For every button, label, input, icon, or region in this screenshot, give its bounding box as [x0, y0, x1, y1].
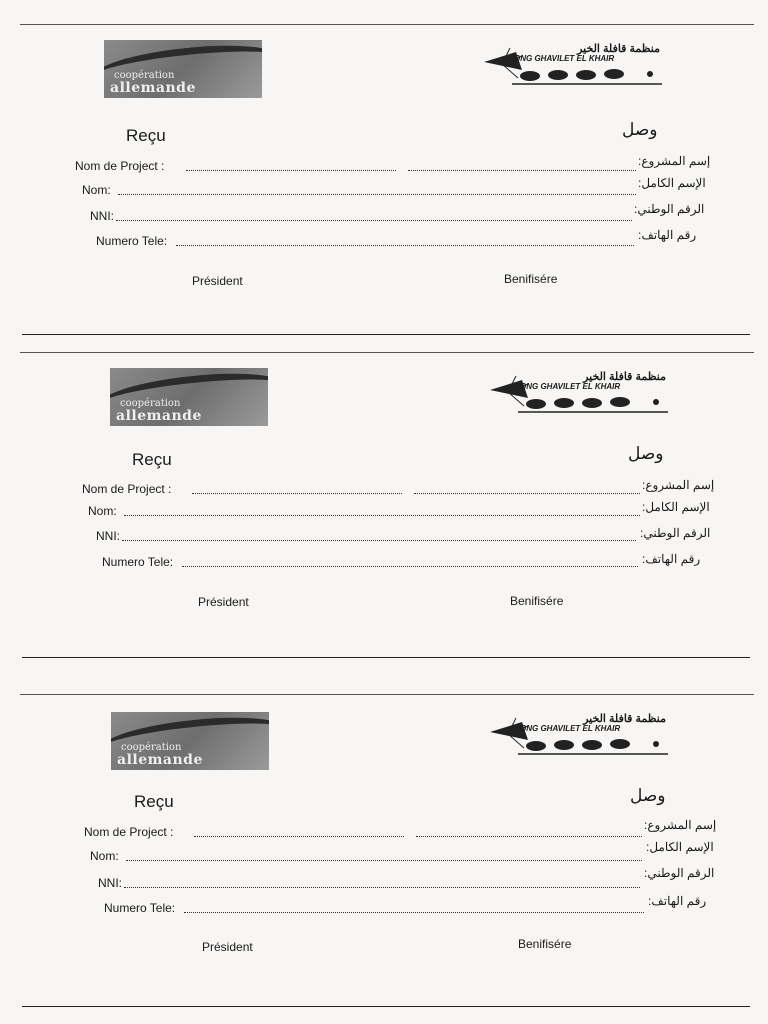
- logo-right-latin: ONG GHAVILET EL KHAIR: [520, 382, 621, 391]
- logo-left-line1: coopération: [120, 398, 181, 409]
- title-wasl: وصل: [628, 444, 664, 463]
- ong-ghavilet-logo: [488, 712, 678, 756]
- logo-right-arabic: منظمة قافلة الخير: [583, 371, 666, 383]
- top-rule: [20, 352, 754, 353]
- field-project-line-fr[interactable]: [186, 170, 396, 171]
- field-project-label-ar: إسم المشروع:: [638, 154, 711, 168]
- field-nni-label-ar: الرقم الوطني:: [634, 202, 705, 216]
- field-tele-label: Numero Tele:: [104, 901, 176, 915]
- field-tele-label-ar: رقم الهاتف:: [648, 894, 707, 908]
- field-nni-label-ar: الرقم الوطني:: [644, 866, 715, 880]
- logo-right-latin: ONG GHAVILET EL KHAIR: [520, 724, 621, 733]
- logo-left-line1: coopération: [121, 742, 182, 753]
- cooperation-allemande-logo: [104, 40, 262, 98]
- field-nni-line[interactable]: [124, 887, 640, 888]
- logo-left-line2: allemande: [116, 408, 202, 424]
- field-nom-label: Nom:: [90, 849, 119, 863]
- field-project-label: Nom de Project :: [84, 825, 174, 839]
- signature-president: Président: [198, 595, 249, 609]
- title-recu: Reçu: [126, 126, 166, 145]
- field-tele-label-ar: رقم الهاتف:: [638, 228, 697, 242]
- field-project-line-fr[interactable]: [194, 836, 404, 837]
- signature-beneficiary: Benifisére: [518, 937, 572, 951]
- cooperation-allemande-logo: [110, 368, 268, 426]
- ong-ghavilet-logo: [482, 42, 672, 86]
- logo-left-line1: coopération: [114, 70, 175, 81]
- top-rule: [20, 694, 754, 695]
- signature-beneficiary: Benifisére: [504, 272, 558, 286]
- receipt-2: [0, 352, 768, 672]
- logo-right-arabic: منظمة قافلة الخير: [577, 43, 660, 55]
- signature-president: Président: [202, 940, 253, 954]
- field-tele-label: Numero Tele:: [96, 234, 168, 248]
- signature-president: Président: [192, 274, 243, 288]
- cut-line: [22, 1006, 750, 1007]
- field-tele-label-ar: رقم الهاتف:: [642, 552, 701, 566]
- title-recu: Reçu: [134, 792, 174, 811]
- field-nom-line[interactable]: [124, 515, 640, 516]
- field-nom-line[interactable]: [126, 860, 642, 861]
- field-project-label: Nom de Project :: [75, 159, 165, 173]
- logo-left-line2: allemande: [117, 752, 203, 768]
- field-nni-label-ar: الرقم الوطني:: [640, 526, 711, 540]
- field-project-label-ar: إسم المشروع:: [644, 818, 717, 832]
- field-nni-label: NNI:: [96, 529, 120, 543]
- cut-line: [22, 334, 750, 335]
- field-nni-line[interactable]: [122, 540, 636, 541]
- field-nni-label: NNI:: [98, 876, 122, 890]
- receipt-3: [0, 694, 768, 1014]
- field-tele-line[interactable]: [176, 245, 634, 246]
- field-tele-line[interactable]: [184, 912, 644, 913]
- field-nom-label-ar: الإسم الكامل:: [638, 176, 706, 190]
- logo-right-latin: ONG GHAVILET EL KHAIR: [514, 54, 615, 63]
- field-nom-label: Nom:: [82, 183, 111, 197]
- field-nom-label-ar: الإسم الكامل:: [642, 500, 710, 514]
- top-rule: [20, 24, 754, 25]
- field-nni-label: NNI:: [90, 209, 114, 223]
- cooperation-allemande-logo: [111, 712, 269, 770]
- title-wasl: وصل: [630, 786, 666, 805]
- field-nom-label-ar: الإسم الكامل:: [646, 840, 714, 854]
- receipt-1: [0, 24, 768, 344]
- field-project-label: Nom de Project :: [82, 482, 172, 496]
- field-tele-line[interactable]: [182, 566, 638, 567]
- logo-left-line2: allemande: [110, 80, 196, 96]
- field-project-line-ar[interactable]: [414, 493, 640, 494]
- field-nom-label: Nom:: [88, 504, 117, 518]
- field-nom-line[interactable]: [118, 194, 636, 195]
- title-recu: Reçu: [132, 450, 172, 469]
- field-project-line-fr[interactable]: [192, 493, 402, 494]
- field-project-line-ar[interactable]: [416, 836, 642, 837]
- cut-line: [22, 657, 750, 658]
- field-project-line-ar[interactable]: [408, 170, 636, 171]
- field-nni-line[interactable]: [116, 220, 632, 221]
- signature-beneficiary: Benifisére: [510, 594, 564, 608]
- title-wasl: وصل: [622, 120, 658, 139]
- field-tele-label: Numero Tele:: [102, 555, 174, 569]
- ong-ghavilet-logo: [488, 370, 678, 414]
- logo-right-arabic: منظمة قافلة الخير: [583, 713, 666, 725]
- field-project-label-ar: إسم المشروع:: [642, 478, 715, 492]
